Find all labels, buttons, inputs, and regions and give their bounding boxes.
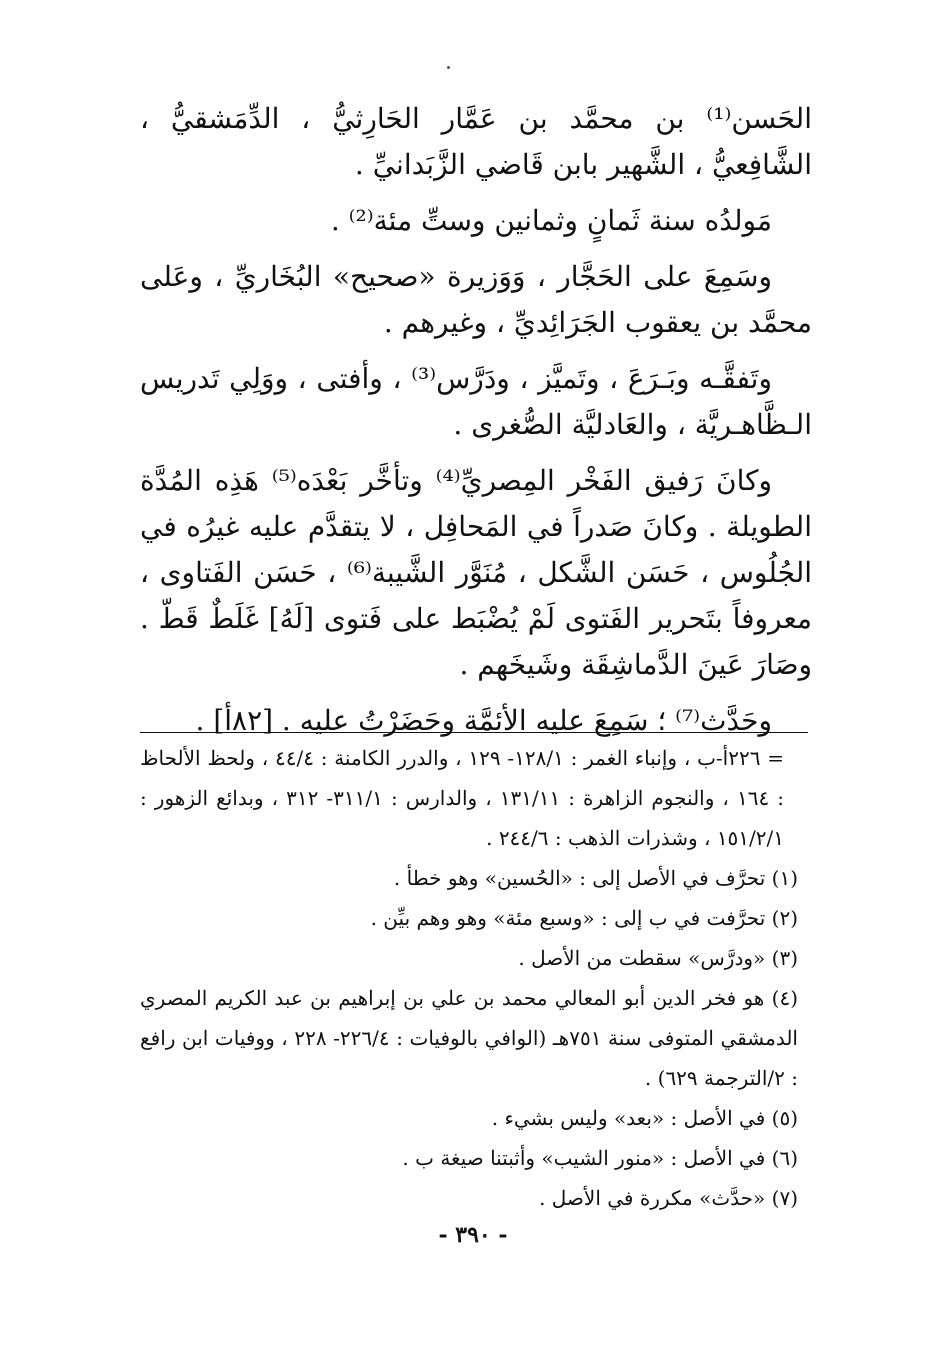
footnote-1: (١) تحرَّف في الأصل إلى : «الحُسين» وهو خطأ . — [393, 866, 798, 890]
footnotes — [140, 738, 812, 1218]
paragraph-study: وتَفقَّـه وبَـرَعَ ، وتَميَّز ، ودَرَّس⁽³⁾ ، وأفتى ، ووَلِي تَدريس الـظَّاهـريَّة ، والعَادليَّة الصُّغرى . — [140, 362, 812, 441]
main-text — [140, 96, 812, 754]
paragraph-narration: وحَدَّث⁽⁷⁾ ؛ سَمِعَ عليه الأئمَّة وحَضَرْتُ عليه . [٨٢أ] . — [195, 704, 772, 737]
footnote-4: (٤) هو فخر الدين أبو المعالي محمد بن علي بن إبراهيم بن عبد الكريم المصري الدمشقي المتوفى سنة ٧٥١هـ (الوافي بالوفيات : ٢٢٦/٤- ٢٢٨ ، ووفيات ابن رافع : ٢/الترجمة ٦٢٩) . — [140, 986, 798, 1090]
page-speck — [447, 66, 450, 69]
paragraph-description: وكانَ رَفيق الفَخْر المِصريِّ⁽⁴⁾ وتأخَّر بَعْدَه⁽⁵⁾ هَذِه المُدَّة الطويلة . وكانَ صَدراً في المَحافِل ، لا يتقدَّم عليه غيرُه في الجُلُوس ، حَسَن الشَّكل ، مُنَوَّر الشَّيبة⁽⁶⁾ ، حَسَن الفَتاوى ، معروفاً بتَحرير الفَتوى لَمْ يُضْبَط على فَتوى [لَهُ] غَلَطٌ قَطّ . وصَارَ عَينَ الدَّماشِقَة وشَيخَهم . — [140, 464, 812, 681]
footnote-3: (٣) «ودرَّس» سقطت من الأصل . — [518, 946, 798, 970]
footnote-7: (٧) «حدَّث» مكررة في الأصل . — [539, 1186, 798, 1210]
paragraph-birth: مَولدُه سنة ثَمانٍ وثمانين وستِّ مئة⁽²⁾ . — [330, 204, 772, 237]
paragraph-teachers: وسَمِعَ على الحَجَّار ، وَوَزيرة «صحيح» البُخَاريِّ ، وعَلى محمَّد بن يعقوب الجَرَائِديِّ ، وغيرهم . — [140, 260, 812, 339]
paragraph-name: الحَسن⁽¹⁾ بن محمَّد بن عَمَّار الحَارِثيُّ ، الدِّمَشقيُّ ، الشَّافِعيُّ ، الشَّهير بابن قَاضي الزَّبَدانيِّ . — [140, 102, 812, 181]
page-number: - ٣٩٠ - — [438, 1222, 508, 1248]
footnote-divider — [140, 732, 808, 733]
footnote-2: (٢) تحرَّفت في ب إلى : «وسبع مئة» وهو وهم بيِّن . — [370, 906, 798, 930]
footnote-5: (٥) في الأصل : «بعد» وليس بشيء . — [491, 1106, 798, 1130]
footnote-6: (٦) في الأصل : «منور الشيب» وأثبتنا صيغة ب . — [402, 1146, 798, 1170]
footnote-continuation: = ٢٢٦أ-ب ، وإنباء الغمر : ١٢٨/١- ١٢٩ ، والدرر الكامنة : ٤٤/٤ ، ولحظ الألحاظ : ١٦٤ ، والنجوم الزاهرة : ١٣١/١١ ، والدارس : ٣١١/١- ٣١٢ ، وبدائع الزهور : ١٥١/٢/١ ، وشذرات الذهب : ٢٤٤/٦ . — [140, 746, 784, 850]
